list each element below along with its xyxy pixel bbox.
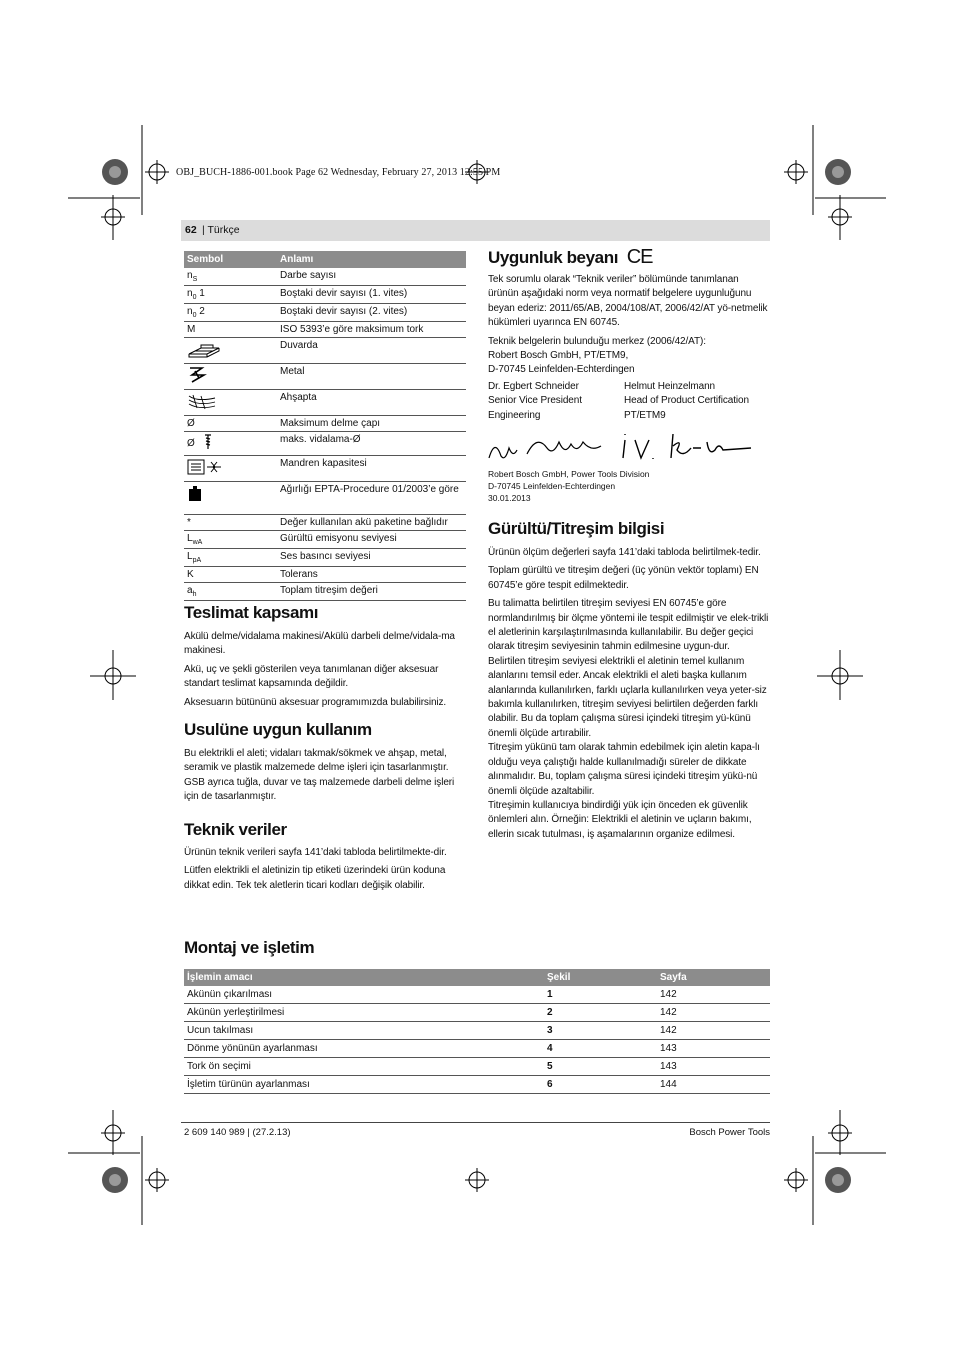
table-row: Ağırlığı EPTA-Procedure 01/2003’e göre	[184, 482, 466, 515]
table-row: Metal	[184, 364, 466, 390]
footer-brand: Bosch Power Tools	[689, 1127, 770, 1138]
table-row: İşletim türünün ayarlanması 6 144	[184, 1076, 770, 1094]
operations-table	[184, 969, 770, 1094]
wood-icon	[187, 392, 217, 410]
symbol-header: Sembol	[184, 251, 277, 268]
teknik-text: Ürünün teknik verileri sayfa 141’daki tabloda belirtilmekte-dir. Lütfen elektrikli el aletinizin tip etiketi üzerindeki ürün koduna dikkat edin. Tek tek aletlerin ticari kodları değişik olabilir.	[184, 847, 447, 891]
montaj-heading: Montaj ve işletim	[184, 938, 315, 957]
signatures	[487, 428, 757, 468]
table-row: $n_0$ 2 Boştaki devir sayısı (2. vites)	[184, 304, 466, 322]
table-row: Tork ön seçimi 5 143	[184, 1058, 770, 1076]
page-header-bar	[181, 220, 770, 241]
table-row: * Değer kullanılan akü paketine bağlıdır	[184, 515, 466, 531]
table-row: Mandren kapasitesi	[184, 456, 466, 482]
company-info: Robert Bosch GmbH, Power Tools Division D-70745 Leinfelden-Echterdingen 30.01.2013	[488, 469, 650, 503]
footer-divider	[181, 1122, 770, 1123]
brick-wall-icon	[187, 340, 221, 358]
screw-icon	[203, 434, 213, 450]
weight-icon	[187, 484, 203, 502]
signatory-2: Helmut Heinzelmann Head of Product Certification PT/ETM9	[624, 381, 749, 421]
teknik-heading: Teknik veriler	[184, 820, 287, 839]
teslimat-heading: Teslimat kapsamı	[184, 603, 319, 622]
table-row: $n_S$ Darbe sayısı	[184, 268, 466, 286]
table-row: K Tolerans	[184, 567, 466, 583]
page-header: Sayfa	[657, 969, 770, 986]
gurultu-heading: Gürültü/Titreşim bilgisi	[488, 519, 665, 538]
metal-icon	[187, 366, 207, 384]
file-slug: OBJ_BUCH-1886-001.book Page 62 Wednesday, February 27, 2013 12:55 PM	[176, 167, 501, 178]
language-label: | Türkçe	[202, 224, 240, 236]
chuck-icon	[187, 458, 223, 476]
table-row: Ucun takılması 3 142	[184, 1022, 770, 1040]
page-number: 62	[185, 224, 197, 236]
table-row: Ø maks. vidalama-Ø	[184, 432, 466, 456]
table-row: Akünün yerleştirilmesi 2 142	[184, 1004, 770, 1022]
table-row: Duvarda	[184, 338, 466, 364]
table-row: Ahşapta	[184, 390, 466, 416]
table-row: Dönme yönünün ayarlanması 4 143	[184, 1040, 770, 1058]
footer-doc-number: 2 609 140 989 | (27.2.13)	[184, 1127, 291, 1138]
table-row: Ø Maksimum delme çapı	[184, 416, 466, 432]
signatory-1: Dr. Egbert Schneider Senior Vice President Engineering	[488, 381, 582, 421]
ce-mark: CE	[626, 246, 653, 268]
symbol-table	[184, 251, 466, 601]
teslimat-text: Akülü delme/vidalama makinesi/Akülü darbeli delme/vidala-ma makinesi. Akü, uç ve şekli gösterilen veya tanımlanan diğer aksesuar standart teslimat kapsamında değildir. Aksesuarın bütününü aksesuar programımızda bulabilirsiniz.	[184, 631, 455, 708]
table-row: $n_0$ 1 Boştaki devir sayısı (1. vites)	[184, 286, 466, 304]
table-row: $L_{wA}$ Gürültü emisyonu seviyesi	[184, 531, 466, 549]
usulune-heading: Usulüne uygun kullanım	[184, 720, 372, 739]
purpose-header: İşlemin amacı	[184, 969, 544, 986]
table-row: $a_h$ Toplam titreşim değeri	[184, 583, 466, 601]
figure-header: Şekil	[544, 969, 657, 986]
uygunluk-text: Tek sorumlu olarak “Teknik veriler” bölümünde tanımlanan ürünün aşağıdaki norm veya normatif belgelere uygunluğunu beyan ederiz: 2011/65/AB, 2004/108/AT, 2006/42/AT yö-netmelik hükümleri uyarınca EN 60745. Teknik belgelerin bulunduğu merkez (2006/42/AT): Robert Bosch GmbH, PT/ETM9, D-70745 Leinfelden-Echterdingen	[488, 274, 768, 376]
table-row: Akünün çıkarılması 1 142	[184, 986, 770, 1004]
table-row: M ISO 5393’e göre maksimum tork	[184, 322, 466, 338]
uygunluk-heading: Uygunluk beyanı CE	[488, 246, 653, 268]
gurultu-text: Ürünün ölçüm değerleri sayfa 141’daki tabloda belirtilmek-tedir. Toplam gürültü ve titreşim değeri (üç yönün vektör toplamı) EN 60745’e göre tespit edilmektedir. Bu talimatta belirtilen titreşim seviyesi EN 60745’e göre normlandırılmış bir ölçme yöntemi ile tespit edilmiştir ve elek-trikli el aletlerinin karşılaştırılmasında kullanılabilir. Bu değer geçici olarak titreşim seviyesinin tahmin edilmesine uygun-dur. Belirtilen titreşim seviyesi elektrikli el aletinin temel kullanım alanlarını temsil eder. Ancak elektrikli el aleti başka kullanım alanlarında kullanılırken, farklı uçlarla kullanılırken veya yeter-siz bakımla kullanılırken, titreşim seviyesi belirtilen değerden farklı olabilir. Bu da toplam çalışma süresi içindeki titreşim yü-künü önemli ölçüde artırabilir. Titreşim yükünü tam olarak tahmin edebilmek için aletin kapa-lı olduğu veya çalıştığı halde kullanılmadığı süreler de dikkate alınmalıdır. Bu, toplam çalışma süresi içindeki titreşim yükü-nü önemli ölçüde azaltabilir. Titreşimin kullanıcıya bindirdiği yük için önceden ek güvenlik önlemleri alın. Örneğin: Elektrikli el aletinin ve uçların bakımı, ellerin sıcak tutulması, iş aşamalarının organize edilmesi.	[488, 547, 769, 840]
table-row: $L_{pA}$ Ses basıncı seviyesi	[184, 549, 466, 567]
meaning-header: Anlamı	[277, 251, 466, 268]
usulune-text: Bu elektrikli el aleti; vidaları takmak/sökmek ve ahşap, metal, seramik ve plastik malzemede delme işleri için tasarlanmıştır. GSB ayrıca tuğla, duvar ve taş malzemede darbeli delme işleri için de tasarlanmıştır.	[184, 748, 455, 803]
